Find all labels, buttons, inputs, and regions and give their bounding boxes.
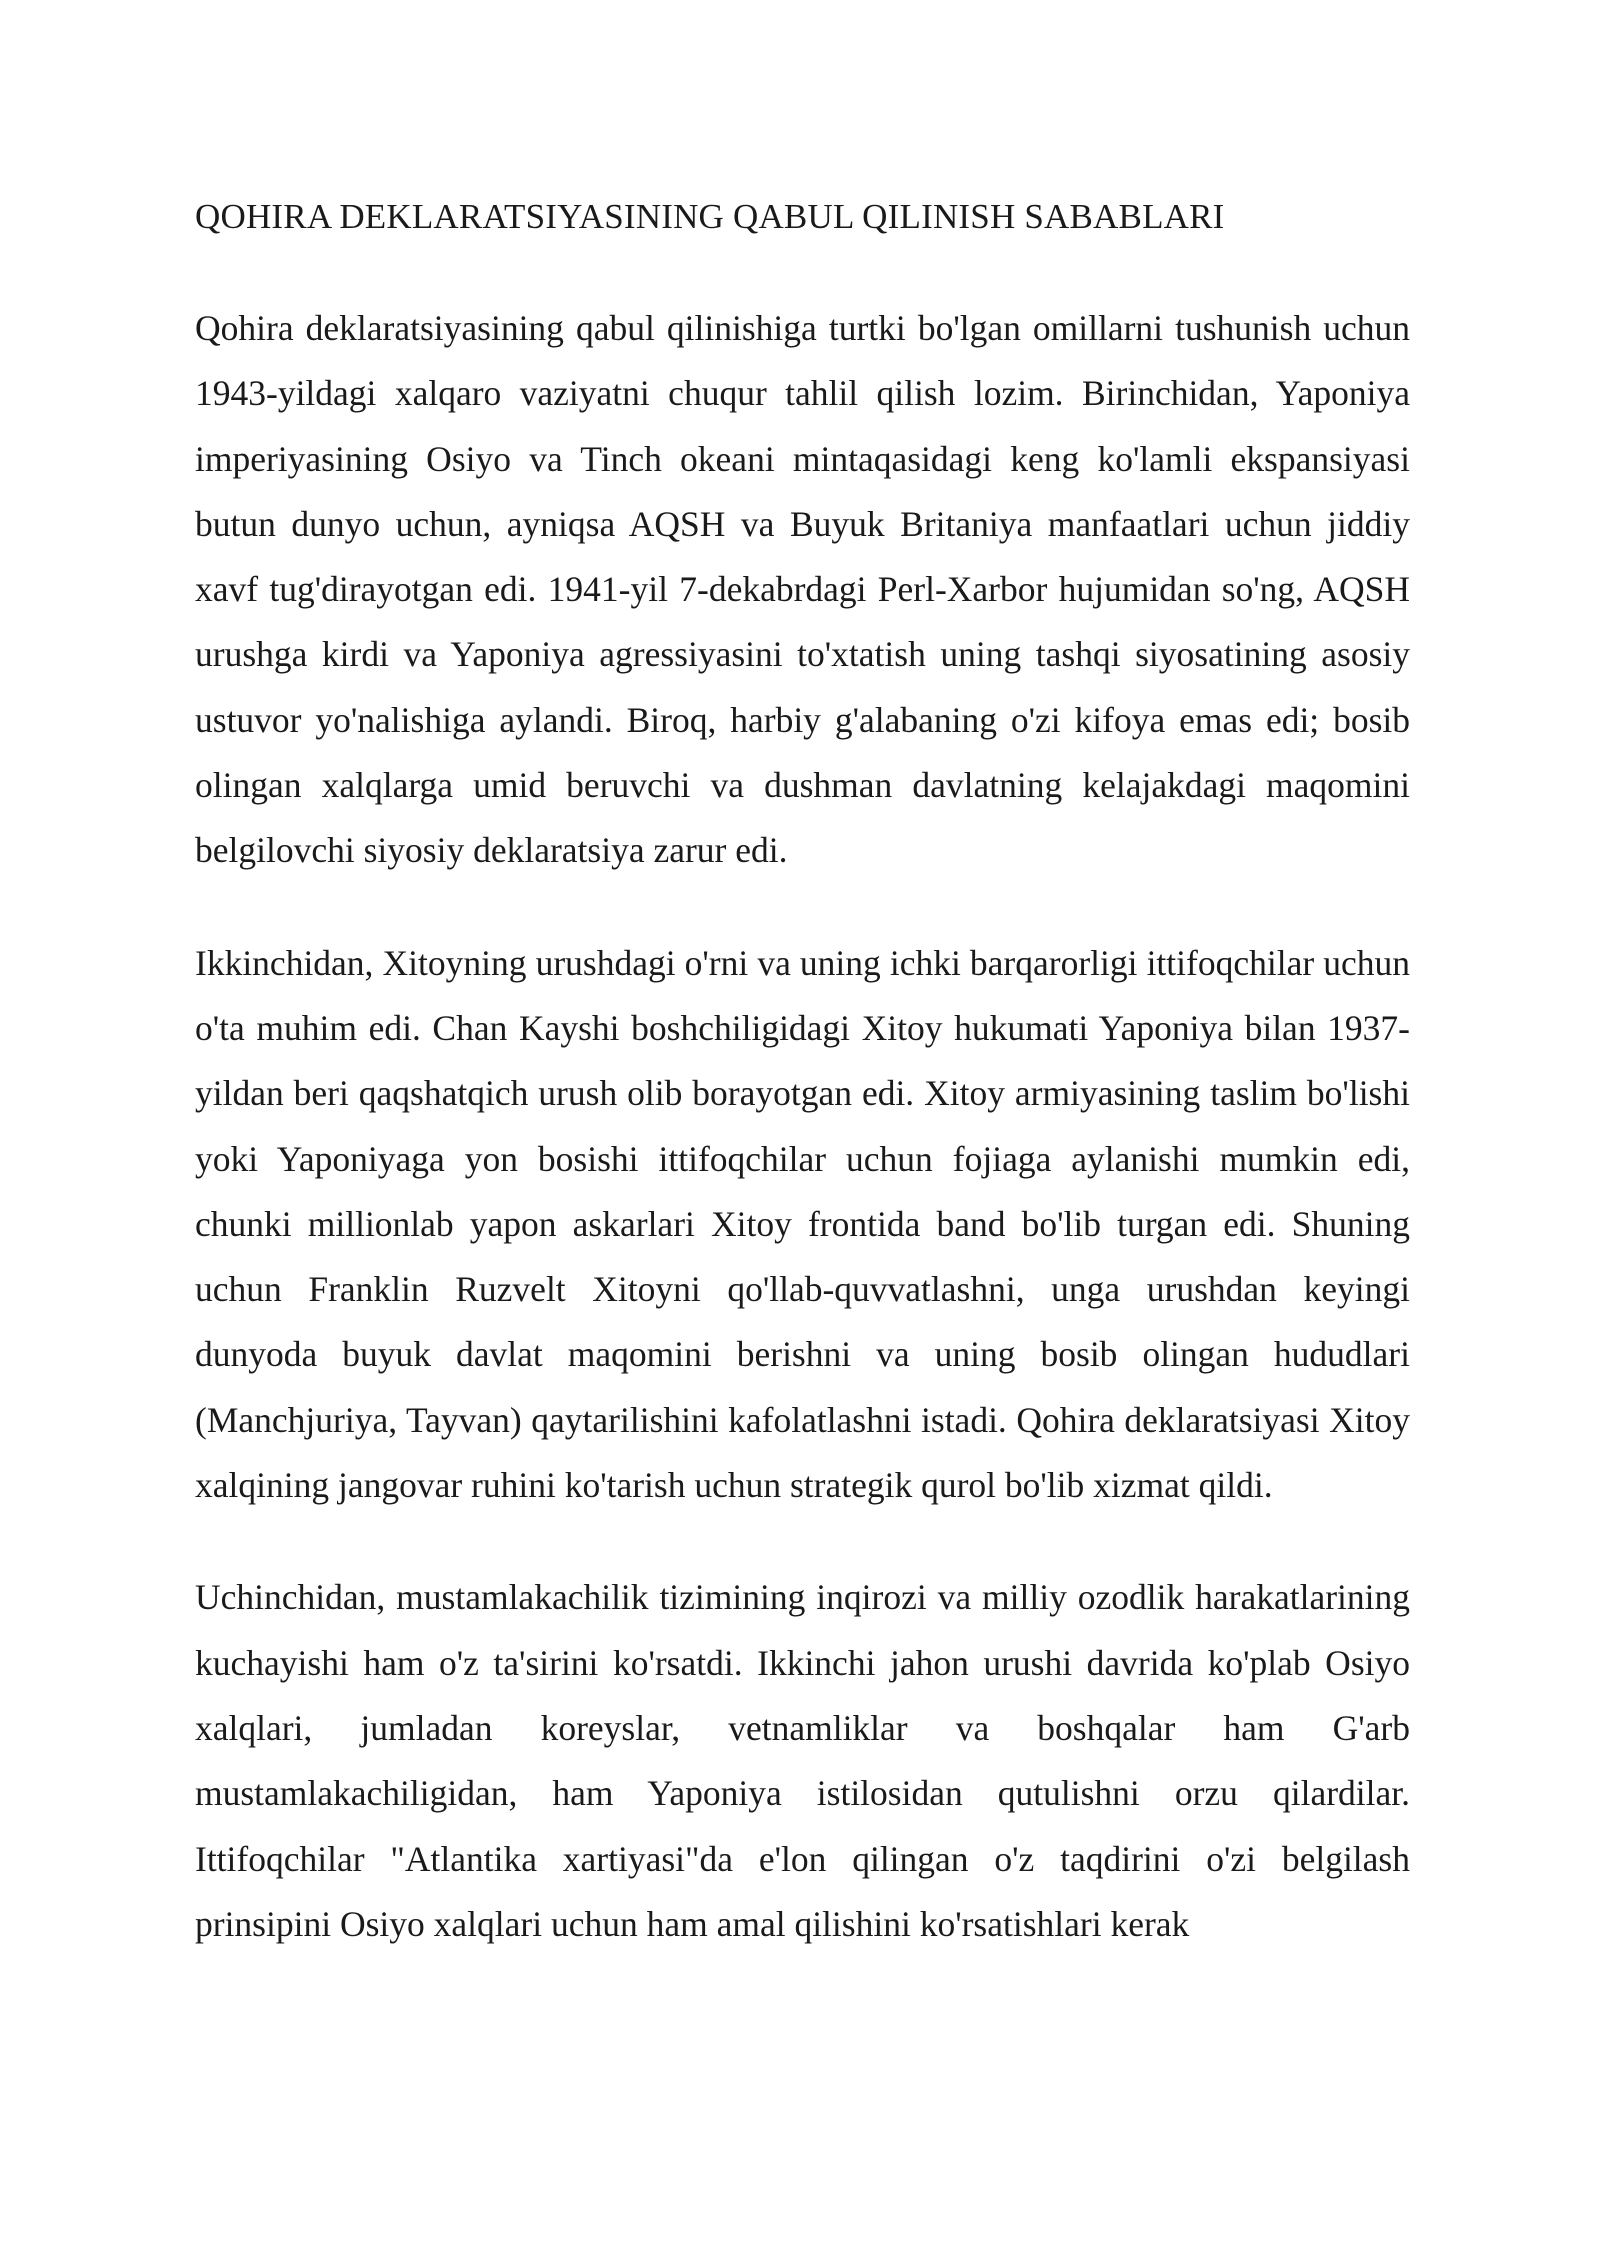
paragraph-3: Uchinchidan, mustamlakachilik tizimining inqirozi va milliy ozodlik harakatlarining kuchayishi ham o'z ta'sirini ko'rsatdi. Ikkinchi jahon urushi davrida ko'plab Osiyo xalqlari, jumladan koreyslar, vetnamliklar va boshqalar ham G'arb mustamlakachiligidan, ham Yaponiya istilosidan qutulishni orzu qilardilar. Ittifoqchilar "Atlantika xartiyasi"da e'lon qilingan o'z taqdirini o'zi belgilash prinsipini Osiyo xalqlari uchun ham amal qilishini ko'rsatishlari kerak (195, 1577, 1410, 1944)
document-title: QOHIRA DEKLARATSIYASINING QABUL QILINISH SABABLARI (195, 197, 1225, 236)
document-body (195, 192, 1410, 1957)
paragraph-1: Qohira deklaratsiyasining qabul qilinishiga turtki bo'lgan omillarni tushunish uchun 1943-yildagi xalqaro vaziyatni chuqur tahlil qilish lozim. Birinchidan, Yaponiya imperiyasining Osiyo va Tinch okeani mintaqasidagi keng ko'lamli ekspansiyasi butun dunyo uchun, ayniqsa AQSH va Buyuk Britaniya manfaatlari uchun jiddiy xavf tug'dirayotgan edi. 1941-yil 7-dekabrdagi Perl-Xarbor hujumidan so'ng, AQSH urushga kirdi va Yaponiya agressiyasini to'xtatish uning tashqi siyosatining asosiy ustuvor yo'nalishiga aylandi. Biroq, harbiy g'alabaning o'zi kifoya emas edi; bosib olingan xalqlarga umid beruvchi va dushman davlatning kelajakdagi maqomini belgilovchi siyosiy deklaratsiya zarur edi. (195, 308, 1410, 871)
paragraph-2: Ikkinchidan, Xitoyning urushdagi o'rni va uning ichki barqarorligi ittifoqchilar uchun o'ta muhim edi. Chan Kayshi boshchiligidagi Xitoy hukumati Yaponiya bilan 1937-yildan beri qaqshatqich urush olib borayotgan edi. Xitoy armiyasining taslim bo'lishi yoki Yaponiyaga yon bosishi ittifoqchilar uchun fojiaga aylanishi mumkin edi, chunki millionlab yapon askarlari Xitoy frontida band bo'lib turgan edi. Shuning uchun Franklin Ruzvelt Xitoyni qo'llab-quvvatlashni, unga urushdan keyingi dunyoda buyuk davlat maqomini berishni va uning bosib olingan hududlari (Manchjuriya, Tayvan) qaytarilishini kafolatlashni istadi. Qohira deklaratsiyasi Xitoy xalqining jangovar ruhini ko'tarish uchun strategik qurol bo'lib xizmat qildi. (195, 942, 1410, 1506)
